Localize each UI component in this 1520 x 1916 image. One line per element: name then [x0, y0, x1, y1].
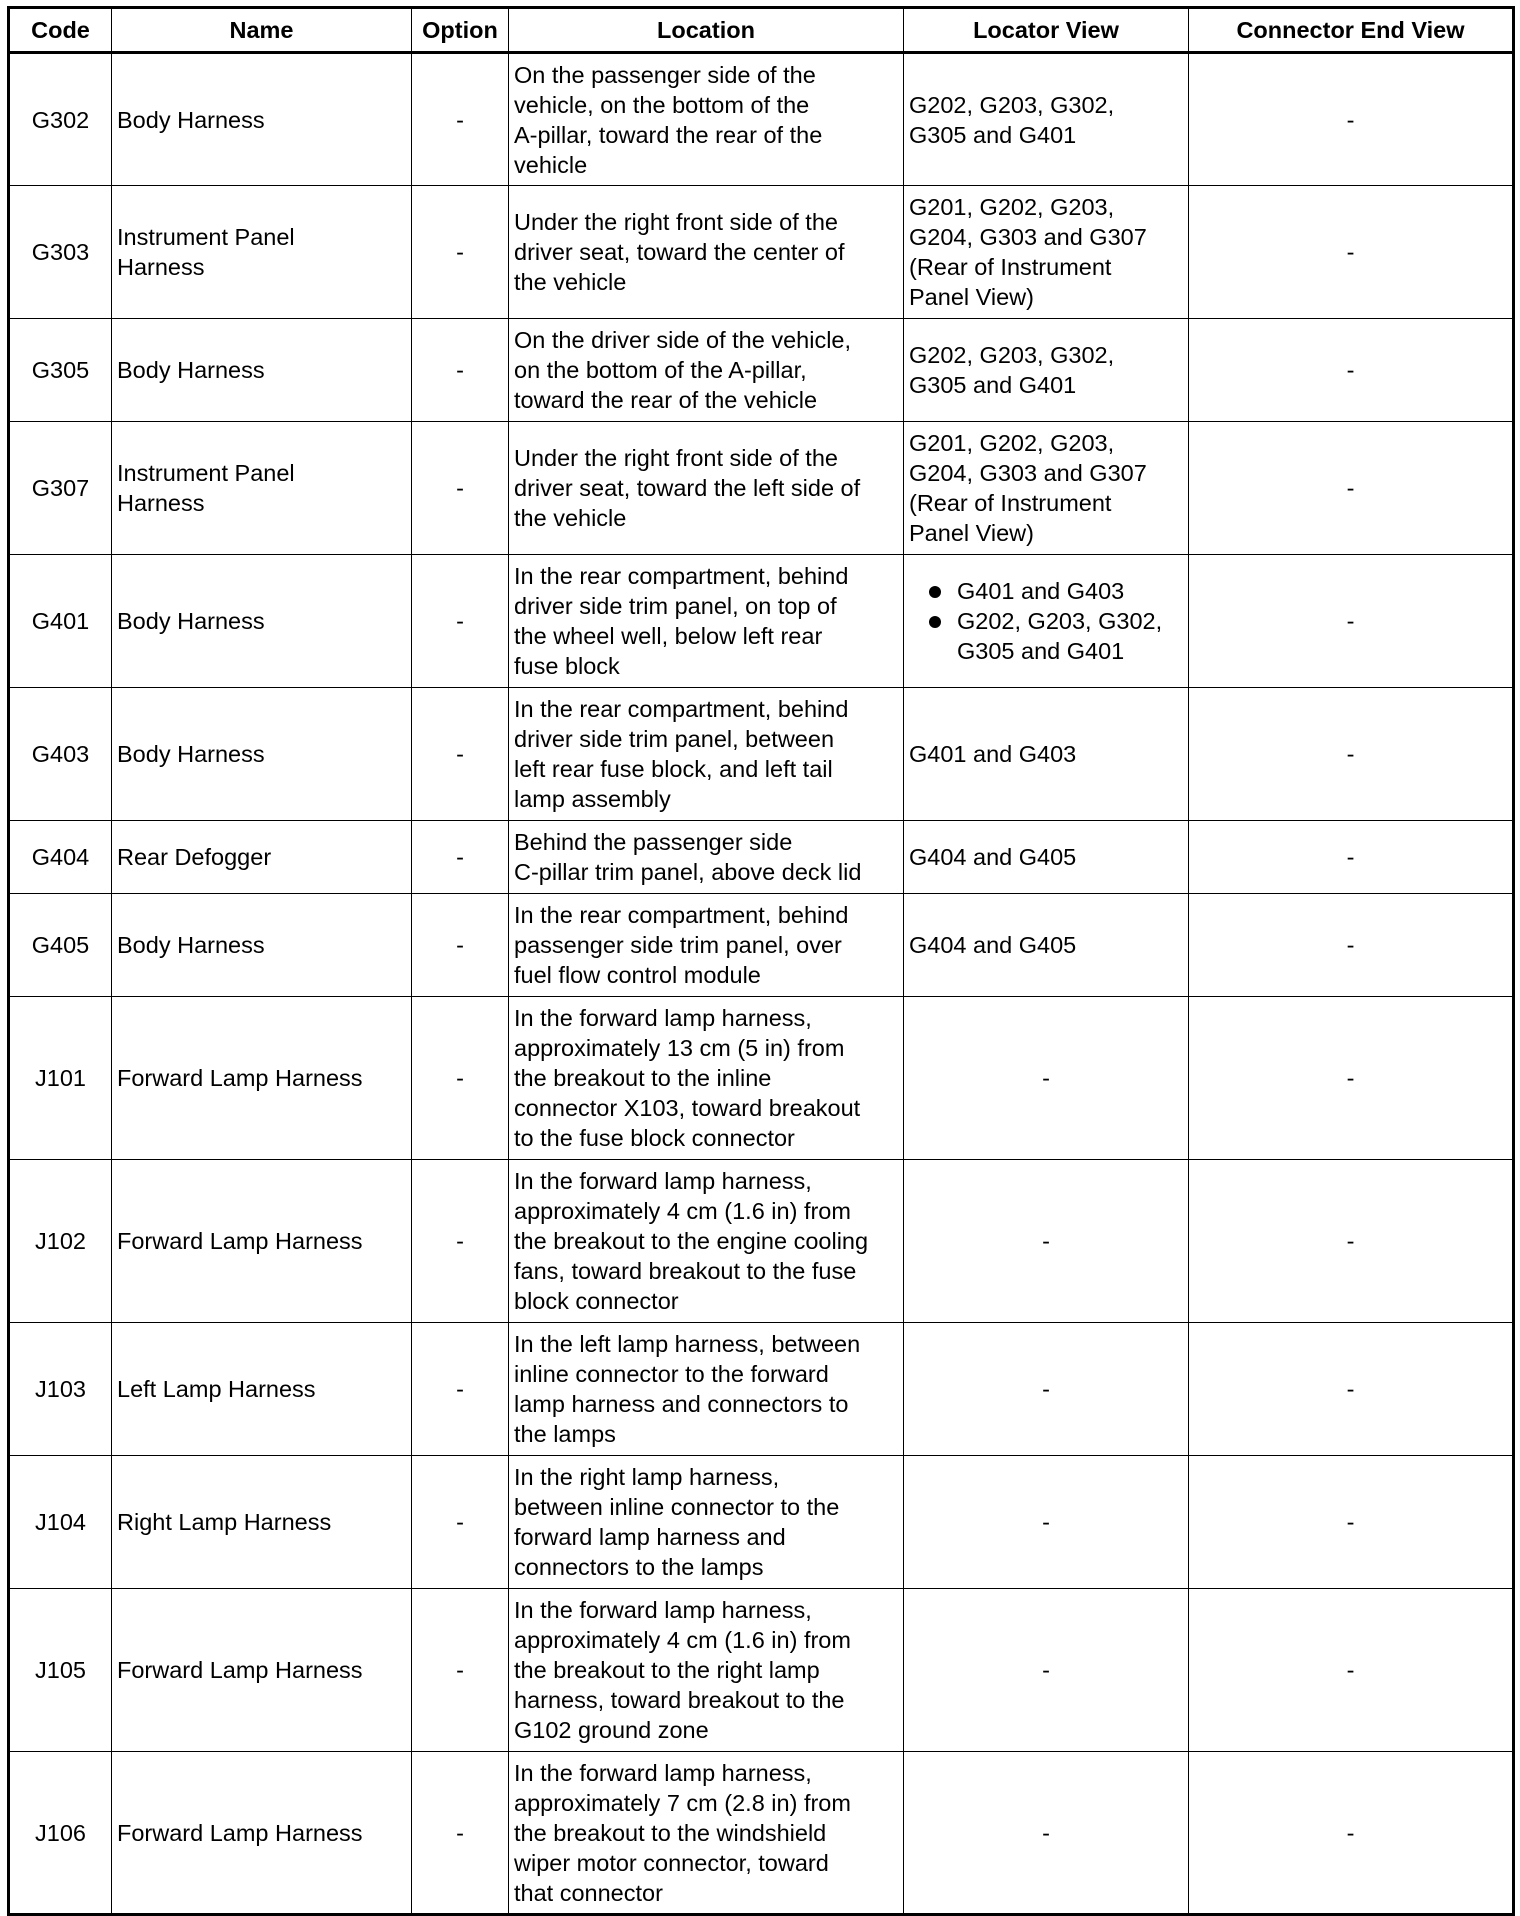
location-line: that connector [514, 1879, 663, 1906]
cell-option: - [412, 894, 509, 997]
cell-location [509, 894, 904, 997]
location-line: Behind the passenger side [514, 829, 793, 855]
location-line: between inline connector to the [514, 1494, 840, 1520]
name-line: Instrument Panel [117, 224, 295, 250]
location-line: Under the right front side of the [514, 209, 838, 235]
locator-line: G305 and G401 [909, 121, 1077, 148]
location-line: inline connector to the forward [514, 1361, 829, 1387]
cell-location [509, 997, 904, 1160]
cell-locator-view [904, 894, 1189, 997]
locator-line: G401 and G403 [909, 741, 1077, 767]
location-line: approximately 13 cm (5 in) from [514, 1035, 845, 1061]
cell-code: J104 [9, 1456, 112, 1589]
name-line: Forward Lamp Harness [117, 1228, 363, 1254]
location-line: the wheel well, below left rear [514, 623, 823, 649]
location-line: the breakout to the engine cooling [514, 1228, 869, 1254]
cell-name [112, 821, 412, 894]
cell-locator-view [904, 1589, 1189, 1752]
cell-location [509, 1160, 904, 1323]
cell-name [112, 894, 412, 997]
name-line: Body Harness [117, 106, 265, 133]
location-line: the breakout to the right lamp [514, 1657, 820, 1683]
name-line: Instrument Panel [117, 460, 295, 486]
bullet-dot-icon [929, 616, 941, 628]
cell-location [509, 821, 904, 894]
cell-connector-end-view: - [1189, 894, 1514, 997]
name-line: Harness [117, 490, 205, 516]
table-row [9, 53, 1514, 186]
locator-line: - [1042, 1376, 1050, 1402]
table-row [9, 422, 1514, 555]
cell-option: - [412, 997, 509, 1160]
table-row [9, 555, 1514, 688]
name-line: Forward Lamp Harness [117, 1657, 363, 1683]
locator-line: G404 and G405 [909, 844, 1077, 870]
cell-location [509, 1456, 904, 1589]
location-line: driver seat, toward the left side of [514, 475, 861, 501]
cell-location [509, 555, 904, 688]
location-line: the breakout to the inline [514, 1065, 772, 1091]
cell-code: J103 [9, 1323, 112, 1456]
location-line: the breakout to the windshield [514, 1819, 827, 1846]
location-line: Under the right front side of the [514, 445, 838, 471]
name-line: Rear Defogger [117, 844, 272, 870]
name-line: Body Harness [117, 357, 265, 383]
bullet-dot-icon [929, 586, 941, 598]
cell-locator-view [904, 555, 1189, 688]
location-line: forward lamp harness and [514, 1524, 786, 1550]
cell-code: J105 [9, 1589, 112, 1752]
locator-bullet-item [909, 576, 1183, 606]
cell-name [112, 53, 412, 186]
table-row [9, 1456, 1514, 1589]
location-line: driver seat, toward the center of [514, 239, 845, 265]
table-row [9, 1323, 1514, 1456]
cell-locator-view [904, 186, 1189, 319]
location-line: In the left lamp harness, between [514, 1331, 861, 1357]
locator-line: - [1042, 1819, 1050, 1846]
location-line: fuel flow control module [514, 962, 761, 988]
name-line: Body Harness [117, 608, 265, 634]
cell-name [112, 1323, 412, 1456]
header-name: Name [112, 8, 412, 53]
locator-line: Panel View) [909, 520, 1034, 546]
location-line: In the rear compartment, behind [514, 696, 849, 722]
cell-option: - [412, 1589, 509, 1752]
locator-line: G202, G203, G302, [909, 342, 1115, 368]
cell-name [112, 555, 412, 688]
name-line: Harness [117, 254, 205, 280]
location-line: fuse block [514, 653, 620, 679]
cell-code: G405 [9, 894, 112, 997]
locator-line: G204, G303 and G307 [909, 224, 1147, 250]
header-code: Code [9, 8, 112, 53]
cell-code: J102 [9, 1160, 112, 1323]
location-line: In the forward lamp harness, [514, 1168, 812, 1194]
location-line: toward the rear of the vehicle [514, 387, 818, 413]
cell-option: - [412, 422, 509, 555]
cell-option: - [412, 186, 509, 319]
cell-connector-end-view: - [1189, 1589, 1514, 1752]
cell-name [112, 1589, 412, 1752]
header-location: Location [509, 8, 904, 53]
locator-line: Panel View) [909, 284, 1034, 310]
cell-code: J106 [9, 1752, 112, 1915]
locator-line: - [1042, 1509, 1050, 1535]
cell-locator-view [904, 1160, 1189, 1323]
locator-line: G202, G203, G302, [909, 91, 1115, 118]
cell-option: - [412, 555, 509, 688]
locator-line: - [1042, 1657, 1050, 1683]
location-line: the vehicle [514, 269, 627, 295]
location-line: fans, toward breakout to the fuse [514, 1258, 857, 1284]
cell-code: G305 [9, 319, 112, 422]
cell-connector-end-view: - [1189, 1160, 1514, 1323]
cell-name [112, 1160, 412, 1323]
locator-line: (Rear of Instrument [909, 490, 1112, 516]
cell-locator-view [904, 688, 1189, 821]
cell-name [112, 688, 412, 821]
location-line: driver side trim panel, on top of [514, 593, 837, 619]
location-line: approximately 4 cm (1.6 in) from [514, 1198, 851, 1224]
name-line: Forward Lamp Harness [117, 1065, 363, 1091]
cell-location [509, 1323, 904, 1456]
cell-locator-view [904, 1752, 1189, 1915]
location-line: C-pillar trim panel, above deck lid [514, 859, 862, 885]
location-line: block connector [514, 1288, 679, 1314]
cell-location [509, 422, 904, 555]
name-line: Body Harness [117, 932, 265, 958]
cell-code: G403 [9, 688, 112, 821]
cell-name [112, 186, 412, 319]
cell-option: - [412, 1456, 509, 1589]
cell-locator-view [904, 997, 1189, 1160]
table-row [9, 688, 1514, 821]
cell-code: J101 [9, 997, 112, 1160]
location-line: lamp harness and connectors to [514, 1391, 849, 1417]
location-line: approximately 7 cm (2.8 in) from [514, 1789, 851, 1816]
cell-connector-end-view: - [1189, 997, 1514, 1160]
cell-locator-view [904, 319, 1189, 422]
cell-connector-end-view: - [1189, 53, 1514, 186]
cell-code: G302 [9, 53, 112, 186]
cell-name [112, 997, 412, 1160]
table-body [9, 53, 1514, 1915]
location-line: In the rear compartment, behind [514, 902, 849, 928]
table-row [9, 894, 1514, 997]
cell-option: - [412, 1752, 509, 1915]
location-line: lamp assembly [514, 786, 671, 812]
location-line: to the fuse block connector [514, 1125, 795, 1151]
cell-location [509, 319, 904, 422]
location-line: vehicle [514, 151, 588, 178]
table-row [9, 1752, 1514, 1915]
locator-line: G305 and G401 [909, 372, 1077, 398]
cell-connector-end-view: - [1189, 688, 1514, 821]
cell-connector-end-view: - [1189, 821, 1514, 894]
header-row [9, 8, 1514, 53]
location-line: on the bottom of the A-pillar, [514, 357, 807, 383]
locator-line: G201, G202, G203, [909, 194, 1115, 220]
location-line: the vehicle [514, 505, 627, 531]
location-line: In the forward lamp harness, [514, 1005, 812, 1031]
cell-option: - [412, 1323, 509, 1456]
table-row [9, 1589, 1514, 1752]
cell-locator-view [904, 821, 1189, 894]
locator-line: G204, G303 and G307 [909, 460, 1147, 486]
cell-name [112, 1752, 412, 1915]
location-line: On the passenger side of the [514, 61, 816, 88]
table-row [9, 319, 1514, 422]
location-line: vehicle, on the bottom of the [514, 91, 810, 118]
locator-line: G305 and G401 [957, 638, 1125, 664]
location-line: passenger side trim panel, over [514, 932, 842, 958]
cell-connector-end-view: - [1189, 319, 1514, 422]
cell-locator-view [904, 1456, 1189, 1589]
header-locator-view: Locator View [904, 8, 1189, 53]
location-line: A-pillar, toward the rear of the [514, 121, 823, 148]
location-line: left rear fuse block, and left tail [514, 756, 833, 782]
cell-location [509, 1752, 904, 1915]
location-line: G102 ground zone [514, 1717, 709, 1743]
cell-location [509, 1589, 904, 1752]
cell-locator-view [904, 1323, 1189, 1456]
table-row [9, 821, 1514, 894]
cell-code: G307 [9, 422, 112, 555]
header-connector-end-view: Connector End View [1189, 8, 1514, 53]
cell-name [112, 422, 412, 555]
cell-connector-end-view: - [1189, 422, 1514, 555]
table-row [9, 186, 1514, 319]
locator-line: G401 and G403 [957, 578, 1125, 604]
cell-location [509, 186, 904, 319]
cell-name [112, 319, 412, 422]
locator-line: - [1042, 1228, 1050, 1254]
location-line: connector X103, toward breakout [514, 1095, 861, 1121]
locator-bullet-item [909, 606, 1183, 666]
cell-locator-view [904, 53, 1189, 186]
locator-line: G404 and G405 [909, 932, 1077, 958]
cell-code: G404 [9, 821, 112, 894]
cell-option: - [412, 821, 509, 894]
cell-location [509, 688, 904, 821]
name-line: Body Harness [117, 741, 265, 767]
cell-location [509, 53, 904, 186]
location-line: In the rear compartment, behind [514, 563, 849, 589]
location-line: harness, toward breakout to the [514, 1687, 845, 1713]
location-line: wiper motor connector, toward [514, 1849, 829, 1876]
location-line: On the driver side of the vehicle, [514, 327, 852, 353]
locator-line: (Rear of Instrument [909, 254, 1112, 280]
cell-connector-end-view: - [1189, 1456, 1514, 1589]
location-line: In the right lamp harness, [514, 1464, 780, 1490]
name-line: Left Lamp Harness [117, 1376, 316, 1402]
locator-line: G202, G203, G302, [957, 608, 1163, 634]
cell-name [112, 1456, 412, 1589]
cell-option: - [412, 688, 509, 821]
cell-option: - [412, 1160, 509, 1323]
name-line: Forward Lamp Harness [117, 1819, 363, 1846]
locator-line: - [1042, 1065, 1050, 1091]
cell-connector-end-view: - [1189, 1752, 1514, 1915]
cell-code: G303 [9, 186, 112, 319]
harness-location-table [7, 6, 1515, 1916]
cell-option: - [412, 319, 509, 422]
location-line: approximately 4 cm (1.6 in) from [514, 1627, 851, 1653]
cell-locator-view [904, 422, 1189, 555]
name-line: Right Lamp Harness [117, 1509, 332, 1535]
table-row [9, 997, 1514, 1160]
locator-bullet-list [909, 576, 1183, 666]
table-row [9, 1160, 1514, 1323]
location-line: In the forward lamp harness, [514, 1597, 812, 1623]
location-line: the lamps [514, 1421, 616, 1447]
location-line: driver side trim panel, between [514, 726, 835, 752]
location-line: In the forward lamp harness, [514, 1759, 812, 1786]
cell-connector-end-view: - [1189, 186, 1514, 319]
cell-connector-end-view: - [1189, 1323, 1514, 1456]
cell-connector-end-view: - [1189, 555, 1514, 688]
cell-code: G401 [9, 555, 112, 688]
header-option: Option [412, 8, 509, 53]
cell-option: - [412, 53, 509, 186]
location-line: connectors to the lamps [514, 1554, 764, 1580]
locator-line: G201, G202, G203, [909, 430, 1115, 456]
